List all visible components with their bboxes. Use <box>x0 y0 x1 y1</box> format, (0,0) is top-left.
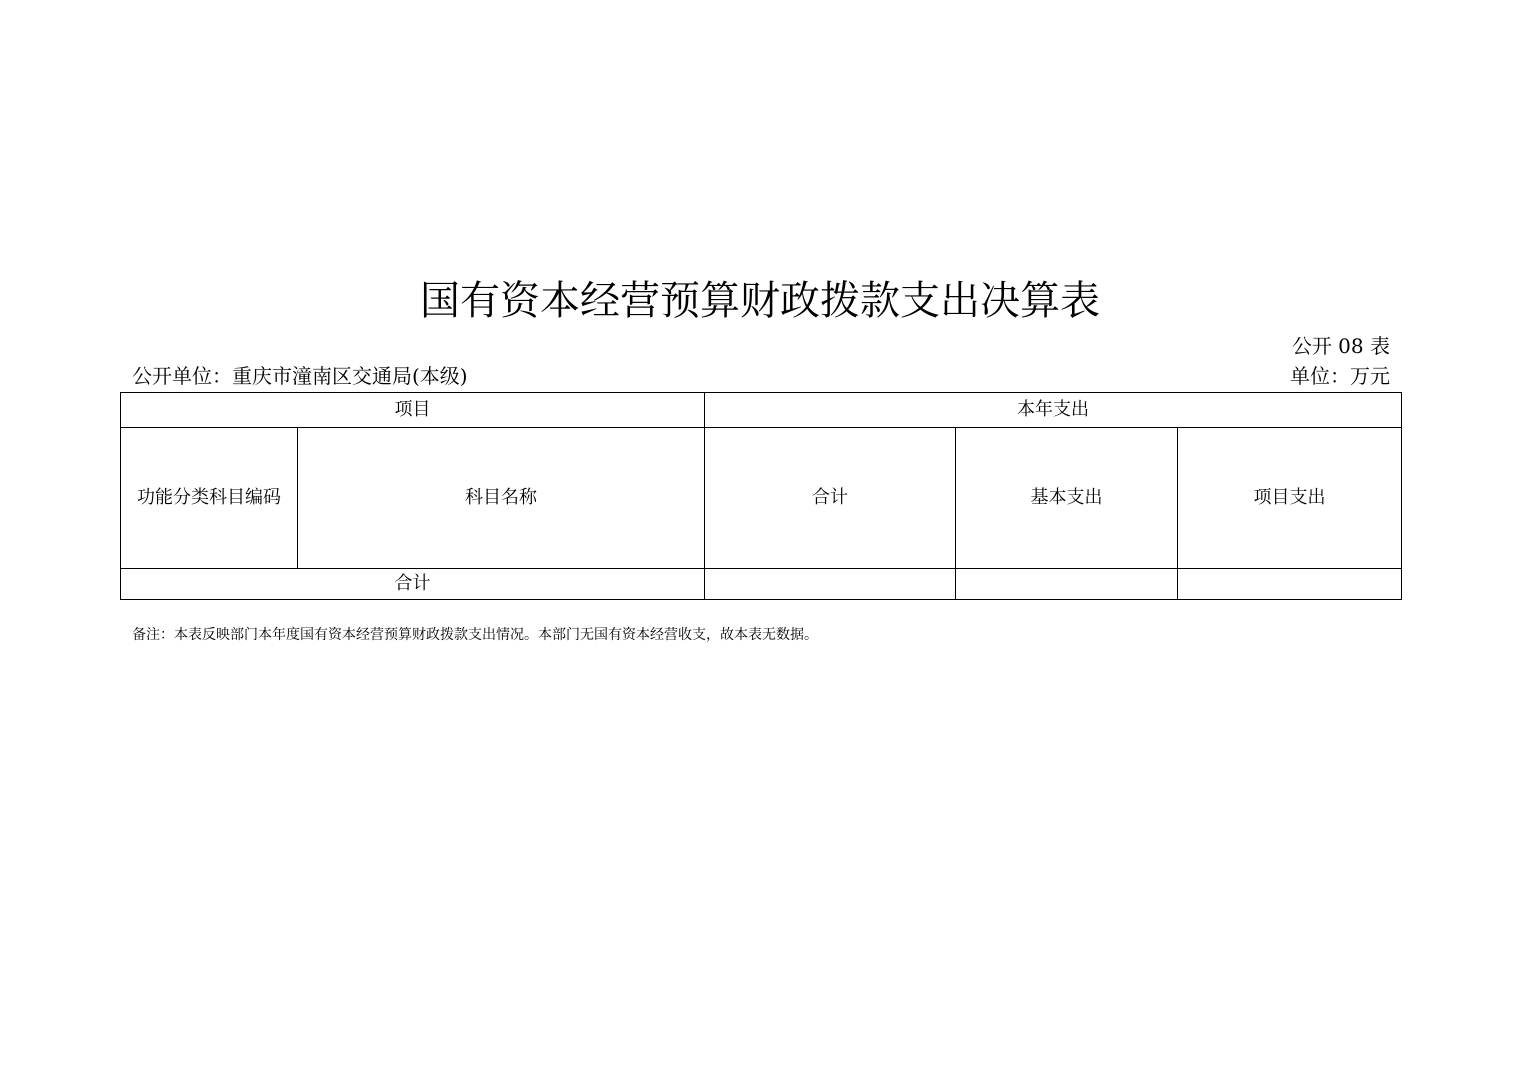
table-subheader-row <box>121 428 1402 569</box>
total-value-project <box>1178 569 1402 600</box>
col-subject-name: 科目名称 <box>298 428 705 569</box>
table-header-row <box>121 393 1402 428</box>
col-total: 合计 <box>705 428 956 569</box>
footnote: 备注：本表反映部门本年度国有资本经营预算财政拨款支出情况。本部门无国有资本经营收支，故本表无数据。 <box>132 627 818 643</box>
expense-table <box>120 392 1402 600</box>
currency-unit: 单位：万元 <box>1290 364 1390 388</box>
header-project: 项目 <box>121 393 705 428</box>
total-value-basic <box>956 569 1178 600</box>
page-title: 国有资本经营预算财政拨款支出决算表 <box>420 278 1100 324</box>
col-basic-expense: 基本支出 <box>956 428 1178 569</box>
reporting-unit: 公开单位：重庆市潼南区交通局(本级) <box>132 364 468 388</box>
header-year-expense: 本年支出 <box>705 393 1402 428</box>
total-row-label: 合计 <box>121 569 705 600</box>
table-number: 公开 08 表 <box>1291 334 1390 358</box>
col-project-expense: 项目支出 <box>1178 428 1402 569</box>
col-function-code: 功能分类科目编码 <box>121 428 298 569</box>
table-total-row <box>121 569 1402 600</box>
total-value-total <box>705 569 956 600</box>
